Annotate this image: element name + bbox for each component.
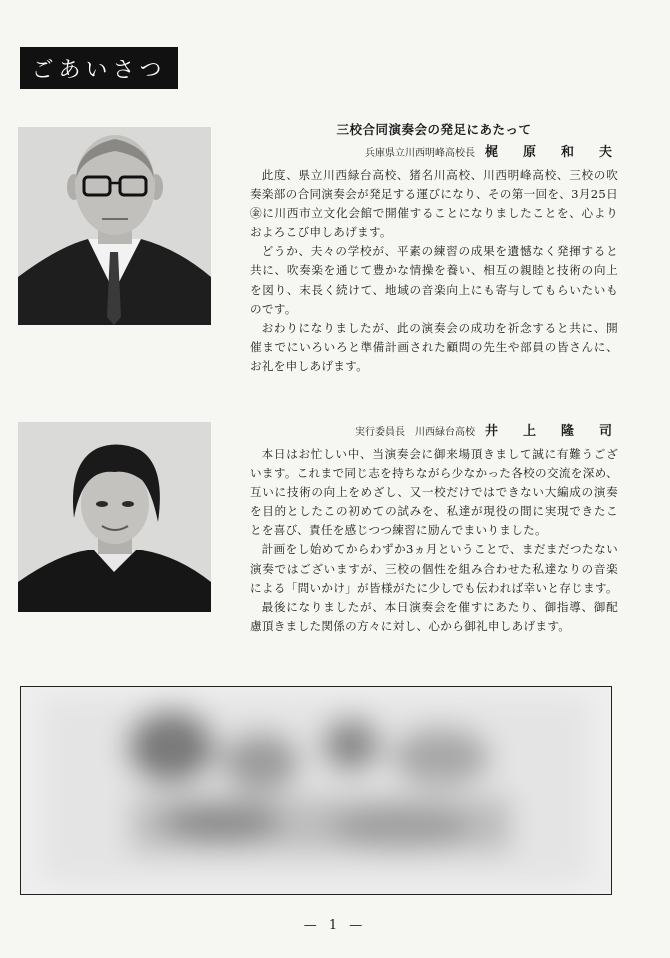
author-name: 井 上 隆 司 [484, 424, 618, 439]
greeting-paragraph: 最後になりましたが、本日演奏会を催すにあたり、御指導、御配慮頂きました関係の方々に対し、心から御礼申しあげます。 [250, 599, 618, 633]
greeting-paragraph: 計画をし始めてからわずか3ヵ月ということで、まだまだつたない演奏ではございますが、三校の個性を組み合わせた私達なりの音楽による「問いかけ」が皆様がたに少しでも伝われば幸いと存じます。 [250, 542, 618, 595]
greeting-paragraph: おわりになりましたが、此の演奏会の成功を祈念すると共に、開催までにいろいろと準備計画された顧問の先生や部員の皆さんに、お礼を申しあげます。 [250, 320, 618, 373]
author-name: 梶 原 和 夫 [484, 145, 618, 160]
greeting-paragraph: 本日はお忙しい中、当演奏会に御来場頂きまして誠に有難うございます。これまで同じ志を持ちながら少なかった各校の交流を深め、互いに技術の向上をめざし、又一校だけではできない大編成の演奏を目的としたこの初めての試みを、私達が現役の間に実現できたことを喜び、責任を感じつつ練習に励んでまいりました。 [250, 447, 618, 538]
page-heading: ごあいさつ [20, 47, 178, 89]
greeting-byline [250, 420, 618, 439]
author-affiliation: 実行委員長 川西緑台高校 [354, 427, 475, 438]
greeting-paragraph: 此度、県立川西緑台高校、猪名川高校、川西明峰高校、三校の吹奏楽部の合同演奏会が発足する運びになり、その第一回を、3月25日㊎に川西市立文化会館で開催することになりましたことを、心よりおよろこび申しあげます。 [250, 168, 618, 240]
author-affiliation: 兵庫県立川西明峰高校長 [364, 148, 475, 159]
blurred-image-area [20, 686, 612, 895]
greeting-byline [250, 141, 618, 160]
portrait-photo-chairman [18, 422, 211, 612]
greeting-chairman [250, 420, 618, 636]
page-number: — 1 — [303, 918, 367, 933]
greeting-title: 三校合同演奏会の発足にあたって [336, 122, 532, 137]
portrait-photo-principal [18, 127, 211, 325]
greeting-principal [250, 120, 618, 376]
greeting-paragraph: どうか、夫々の学校が、平素の練習の成果を遺憾なく発揮すると共に、吹奏楽を通じて豊かな情操を養い、相互の親睦と技術の向上を図り、末長く続けて、地域の音楽向上にも寄与してもらいたいものです。 [250, 244, 618, 316]
